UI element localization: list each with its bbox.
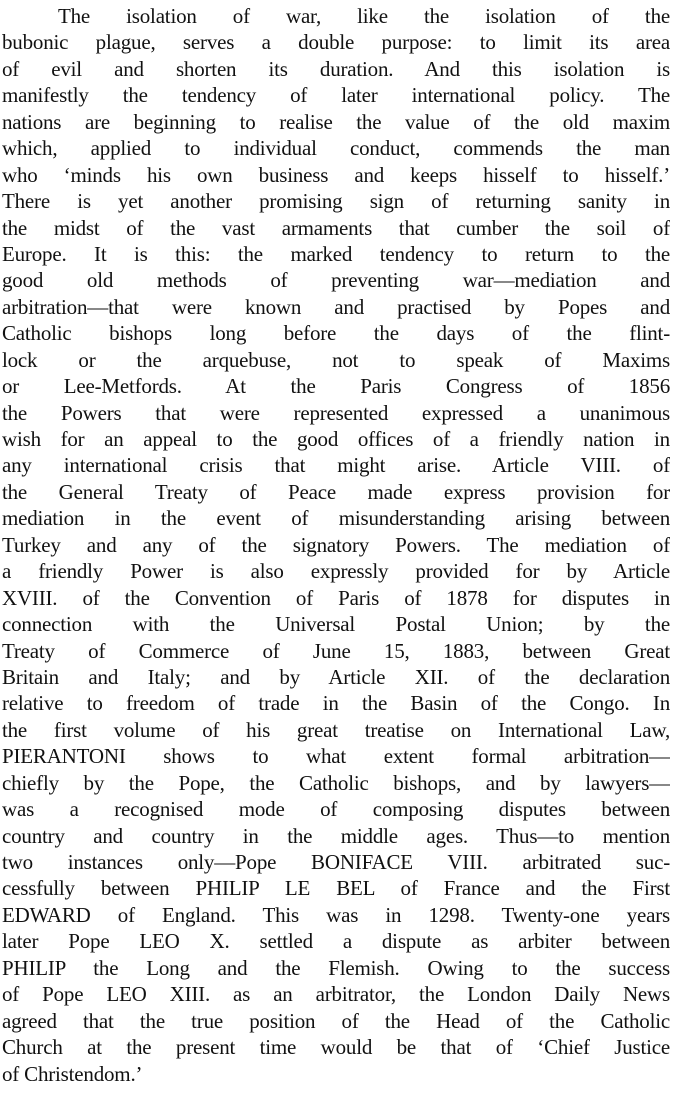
text-line: manifestly the tendency of later international policy. The — [2, 83, 670, 108]
text-line: wish for an appeal to the good offices of a friendly nation in — [2, 427, 670, 451]
text-line: the General Treaty of Peace made express provision for — [2, 479, 670, 504]
text-line: relative to freedom of trade in the Basin of the Congo. In — [2, 691, 670, 716]
text-line: two instances only—Pope BONIFACE VIII. arbitrated suc- — [2, 850, 670, 874]
text-line: or Lee-Metfords. At the Paris Congress of 1856 — [2, 374, 670, 399]
text-line: of Christendom.’ — [2, 1061, 143, 1086]
text-line: The isolation of war, like the isolation of the — [58, 4, 670, 28]
text-line: which, applied to individual conduct, commends the man — [2, 136, 670, 161]
text-line: PIERANTONI shows to what extent formal arbitration— — [2, 744, 670, 769]
text-line: PHILIP the Long and the Flemish. Owing to the success — [2, 955, 670, 980]
text-line: mediation in the event of misunderstanding arising between — [2, 506, 670, 531]
text-line: the first volume of his great treatise on International Law, — [2, 717, 670, 742]
text-line: cessfully between PHILIP LE BEL of France and the First — [2, 876, 670, 901]
text-line: Church at the present time would be that of ‘Chief Justice — [2, 1035, 670, 1060]
text-line: Turkey and any of the signatory Powers. The mediation of — [2, 532, 670, 557]
text-line: good old methods of preventing war—mediation and — [2, 268, 670, 293]
text-line: arbitration—that were known and practised by Popes and — [2, 294, 670, 319]
text-line: agreed that the true position of the Head of the Catholic — [2, 1008, 670, 1033]
text-line: the midst of the vast armaments that cumber the soil of — [2, 215, 670, 240]
text-line: There is yet another promising sign of returning sanity in — [2, 189, 670, 214]
text-line: country and country in the middle ages. Thus—to mention — [2, 823, 670, 848]
text-line: chiefly by the Pope, the Catholic bishops, and by lawyers— — [2, 770, 670, 795]
text-line: was a recognised mode of composing disputes between — [2, 797, 670, 822]
text-line: Catholic bishops long before the days of the flint- — [2, 321, 670, 346]
text-line: EDWARD of England. This was in 1298. Twenty-one years — [2, 902, 670, 927]
text-line: Britain and Italy; and by Article XII. of the declaration — [2, 664, 670, 689]
text-line: who ‘minds his own business and keeps hisself to hisself.’ — [2, 162, 670, 187]
text-line: Europe. It is this: the marked tendency to return to the — [2, 241, 670, 266]
text-line: connection with the Universal Postal Union; by the — [2, 612, 670, 637]
text-line: lock or the arquebuse, not to speak of Maxims — [2, 347, 670, 372]
text-line: of Pope LEO XIII. as an arbitrator, the London Daily News — [2, 982, 670, 1007]
text-line: any international crisis that might arise. Article VIII. of — [2, 453, 670, 478]
text-line: Treaty of Commerce of June 15, 1883, between Great — [2, 638, 670, 663]
text-line: XVIII. of the Convention of Paris of 1878 for disputes in — [2, 585, 670, 610]
text-line: of evil and shorten its duration. And this isolation is — [2, 56, 670, 81]
text-line: later Pope LEO X. settled a dispute as arbiter between — [2, 929, 670, 954]
text-line: a friendly Power is also expressly provided for by Article — [2, 559, 670, 584]
text-line: bubonic plague, serves a double purpose: to limit its area — [2, 30, 670, 55]
text-line: nations are beginning to realise the value of the old maxim — [2, 109, 670, 134]
text-line: the Powers that were represented expressed a unanimous — [2, 400, 670, 425]
